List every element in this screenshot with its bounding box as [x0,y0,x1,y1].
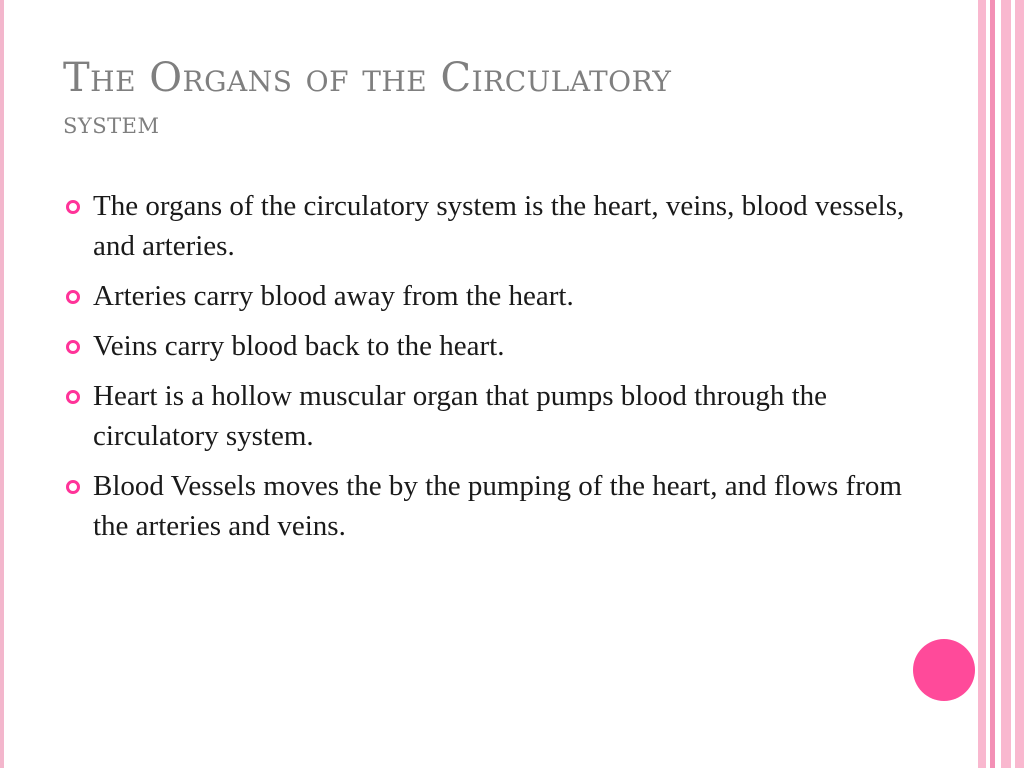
ring-bullet-icon [66,290,80,304]
bullet-text: Blood Vessels moves the by the pumping of the heart, and flows from the arteries and veins. [93,470,902,542]
left-border-rule [0,0,4,768]
ring-bullet-icon [66,480,80,494]
right-stripe-outer [978,0,986,768]
bullet-text: Veins carry blood back to the heart. [93,330,505,362]
right-stripe-edge [1001,0,1011,768]
right-stripe-far [1015,0,1024,768]
slide-title-line-1: The Organs of the Circulatory [63,55,672,101]
slide-title-line-2: system [63,106,160,141]
bullet-item [63,186,913,266]
bullet-text: Arteries carry blood away from the heart. [93,280,574,312]
bullet-item [63,326,913,366]
ring-bullet-icon [66,390,80,404]
ring-bullet-icon [66,200,80,214]
slide-title [63,52,943,144]
bullet-text: Heart is a hollow muscular organ that pumps blood through the circulatory system. [93,380,828,452]
bullet-item [63,376,913,456]
bullet-item [63,466,913,546]
right-stripe-inner [990,0,995,768]
bullet-text: The organs of the circulatory system is the heart, veins, blood vessels, and arteries. [93,190,905,262]
bullet-item [63,276,913,316]
bullet-list [63,186,913,556]
ring-bullet-icon [66,340,80,354]
pink-circle-icon [913,639,975,701]
